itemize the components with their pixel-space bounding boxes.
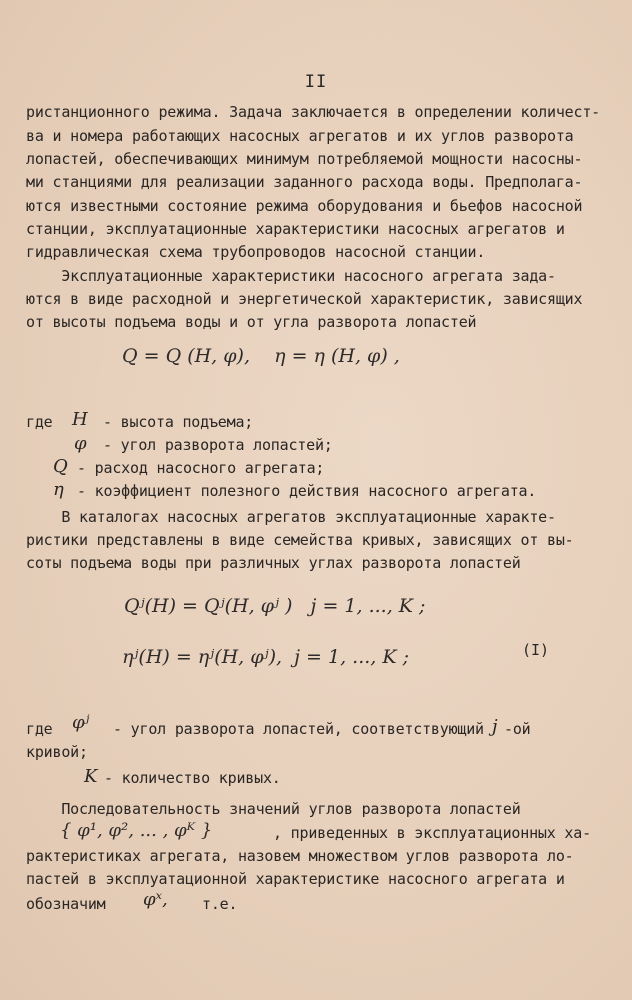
- symbol-k: K: [84, 766, 98, 787]
- where-label: где: [26, 413, 53, 431]
- text-line: Эксплуатационные характеристики насосного агрегата зада-: [26, 267, 556, 285]
- text-line: ются в виде расходной и энергетической характеристик, зависящих: [26, 290, 583, 308]
- formula-etaj: ηʲ(H) = ηʲ(H, φʲ), j = 1, ..., K ;: [122, 646, 410, 668]
- formula-qj: Qʲ(H) = Qʲ(H, φʲ ) j = 1, ..., K ;: [124, 595, 426, 617]
- symbol-phi-x: φˣ,: [143, 889, 168, 910]
- text-line: станции, эксплуатационные характеристики насосных агрегатов и: [26, 220, 565, 238]
- text-line: гидравлическая схема трубопроводов насосной станции.: [26, 243, 486, 261]
- text-line: лопастей, обеспечивающих минимум потребляемой мощности насосны-: [26, 150, 583, 168]
- definition-text: - коэффициент полезного действия насосного агрегата.: [77, 482, 537, 500]
- where-label: где: [26, 720, 53, 738]
- text-line: т.е.: [202, 895, 238, 913]
- symbol-eta: η: [53, 479, 64, 500]
- equation-number: (I): [522, 641, 550, 659]
- definition-text: - расход насосного агрегата;: [77, 459, 325, 477]
- definition-text: - количество кривых.: [104, 769, 281, 787]
- text-line: кривой;: [26, 743, 88, 761]
- text-line: пастей в эксплуатационной характеристике насосного агрегата и: [26, 870, 565, 888]
- formula-phi-set: { φ¹, φ², ... , φᴷ }: [60, 820, 213, 841]
- formula-q-eta: Q = Q (H, φ), η = η (H, φ) ,: [122, 345, 400, 367]
- text-line: ми станциями для реализации заданного расхода воды. Предполага-: [26, 173, 583, 191]
- text-line: рактеристиках агрегата, назовем множеством углов разворота ло-: [26, 847, 574, 865]
- text-line: соты подъема воды при различных углах разворота лопастей: [26, 554, 521, 572]
- symbol-phi-j: φʲ: [72, 712, 90, 733]
- definition-text: - угол разворота лопастей;: [103, 436, 333, 454]
- text-line: , приведенных в эксплуатационных ха-: [273, 824, 591, 842]
- symbol-h: H: [72, 409, 88, 430]
- text-line: от высоты подъема воды и от угла разворота лопастей: [26, 313, 477, 331]
- symbol-j: j: [492, 716, 498, 737]
- text-line: В каталогах насосных агрегатов эксплуатационные характе-: [26, 508, 556, 526]
- definition-text: -ой: [504, 720, 531, 738]
- definition-text: - угол разворота лопастей, соответствующий: [113, 720, 484, 738]
- symbol-phi: φ: [74, 433, 87, 454]
- text-line: ются известными состояние режима оборудования и бьефов насосной: [26, 197, 583, 215]
- definition-text: - высота подъема;: [103, 413, 254, 431]
- text-line: обозначим: [26, 895, 106, 913]
- page-number: II: [304, 72, 328, 92]
- text-line: Последовательность значений углов разворота лопастей: [26, 800, 521, 818]
- symbol-q: Q: [53, 456, 68, 477]
- text-line: ва и номера работающих насосных агрегатов и их углов разворота: [26, 127, 574, 145]
- text-line: ристики представлены в виде семейства кривых, зависящих от вы-: [26, 531, 574, 549]
- text-line: ристанционного режима. Задача заключается в определении количест-: [26, 103, 600, 121]
